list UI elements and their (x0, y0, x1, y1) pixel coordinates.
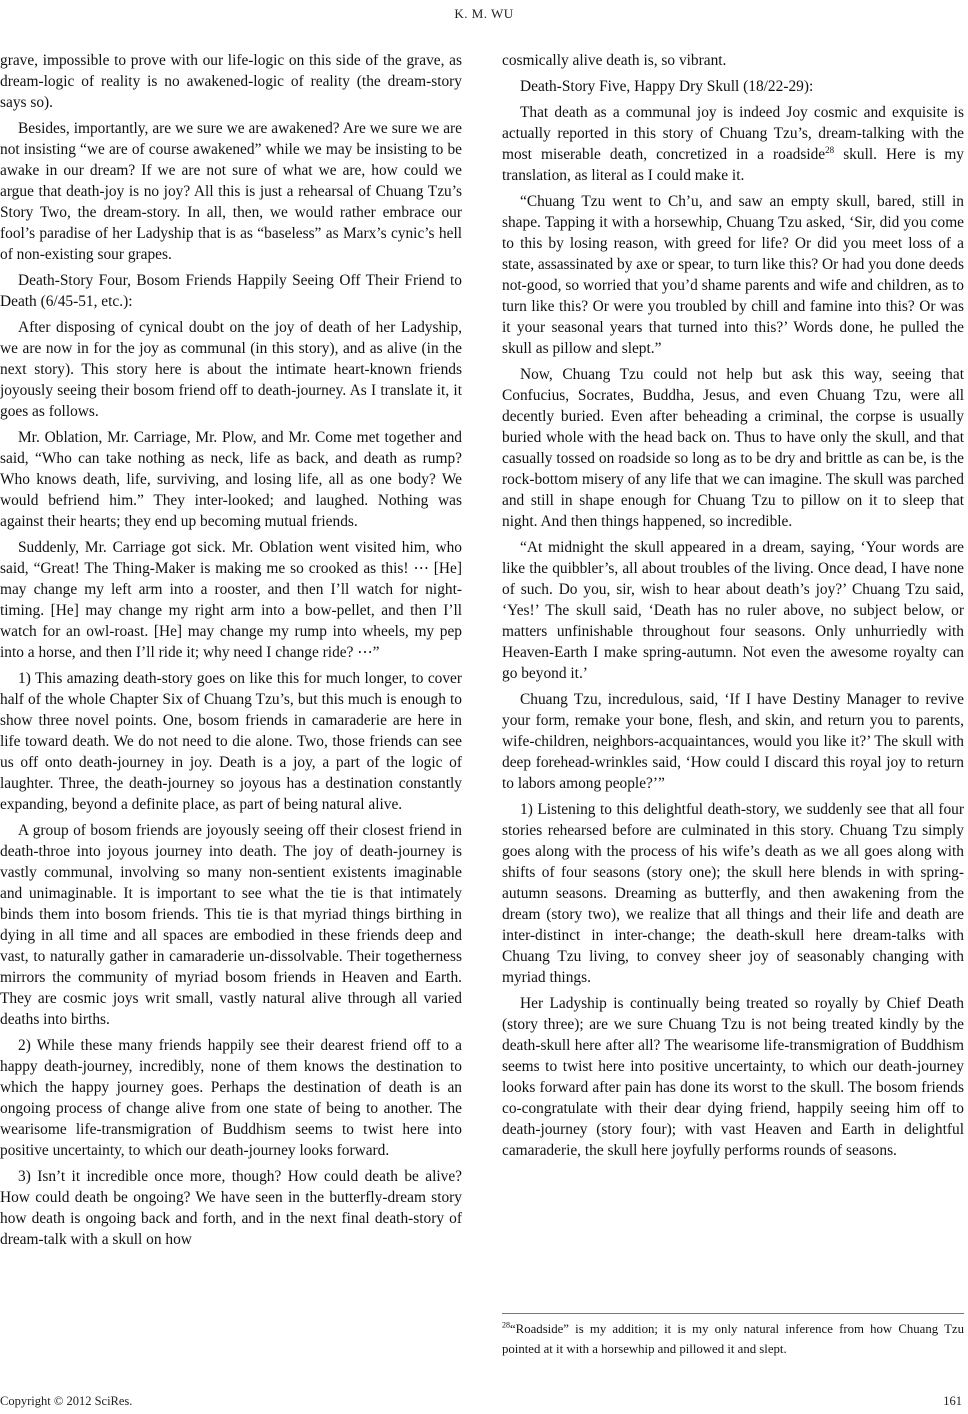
footnote-text: “Roadside” is my addition; it is my only natural inference from how Chuang Tzu pointed at it with a horsewhip and pillowed it and slept. (502, 1322, 964, 1356)
quotation-paragraph: Chuang Tzu, incredulous, said, ‘If I have Destiny Manager to revive your form, remake your bone, flesh, and skin, and return you to parents, wife-children, neighbors-acquaintances, would you like it?’ The skull with deep forehead-wrinkles said, ‘How could I discard this royal joy to return to labors among people?’” (502, 691, 964, 792)
copyright-notice: Copyright © 2012 SciRes. (0, 1394, 133, 1408)
body-paragraph: After disposing of cynical doubt on the joy of death of her Ladyship, we are now in for the joy as communal (in this story), and as alive (in the next story). This story here is about the intimate heart-known friends joyously seeing their bosom friend off to death-journey. As I translate it, it goes as follows. (0, 319, 462, 420)
paragraph-text: skull. Here is my translation, as literal as I could make it. (502, 146, 964, 184)
body-paragraph: 1) Listening to this delightful death-story, we suddenly see that all four stories rehearsed before are culminated in this story. Chuang Tzu simply goes along with the process of his wife’s death as we all goes along with shifts of four seasons (story one); the skull here blends in with spring-autumn seasons. Dreaming as butterfly, and then awakening from the dream (story two), we realize that all things and their life and death are inter-distinct in inter-change; the death-skull here dream-talks with Chuang Tzu living, to convey sheer joy of seasonably changing with myriad things. (502, 801, 964, 986)
quotation-paragraph: “Chuang Tzu went to Ch’u, and saw an empty skull, bared, still in shape. Tapping it with a horsewhip, Chuang Tzu asked, ‘Sir, did you come to this by losing reason, with greed for life? Or did you meet loss of a state, assassinated by axe or spear, to turn like this? Or had you done deeds not-good, so worried that you’d shame parents and wife and children, as to turn like this? Or were you troubled by chill and famine into this? Or was it your seasonal years that turned into this?’ Words done, he pulled the skull as pillow and slept.” (502, 193, 964, 357)
body-paragraph: A group of bosom friends are joyously seeing off their closest friend in death-throe into joyous journey into death. The joy of death-journey is vastly communal, involving so many non-sentient existents imaginable and unimaginable. It is important to see what the tie is that intimately binds them into bosom friends. This tie is that myriad things birthing in dying in all time and all spaces are embodied in these friends deep and vast, to naturally gather in camaraderie un-dissolvable. Their togetherness mirrors the community of myriad bosom friends in Heaven and Earth. They are cosmic joys writ small, vastly natural alive through all varied deaths into births. (0, 822, 462, 1028)
footnote-divider (502, 1313, 964, 1314)
body-paragraph: Besides, importantly, are we sure we are awakened? Are we sure we are not insisting “we are of course awakened” while we may be insisting to be awake in our dream? If we are not sure of what we are, how could we argue that death-joy is no joy? All this is just a rehearsal of Chuang Tzu’s Story Two, the dream-story. In all, then, we would rather embrace our fool’s paradise of her Ladyship that is as “baseless” as Marx’s cynic’s hell of non-existing sour grapes. (0, 120, 462, 263)
left-column (0, 50, 462, 1255)
body-paragraph: 1) This amazing death-story goes on like this for much longer, to cover half of the whole Chapter Six of Chuang Tzu’s, but this much is enough to show three novel points. One, bosom friends in camaraderie are here in life toward death. We do not need to die alone. Two, those friends can see us off onto death-journey in joy. Death is a joy, a part of the logic of laughter. Three, the death-journey so joyous has a destination constantly expanding, beyond a definite place, as part of being natural alive. (0, 670, 462, 813)
page-number: 161 (943, 1394, 962, 1408)
body-paragraph: 3) Isn’t it incredible once more, though? How could death be alive? How could death be ongoing? We have seen in the butterfly-dream story how death is ongoing back and forth, and in the next final death-story of dream-talk with a skull on how (0, 1168, 462, 1248)
body-paragraph: Her Ladyship is continually being treated so royally by Chief Death (story three); are we sure Chuang Tzu is not being treated kindly by the death-skull here after all? The wearisome life-transmigration of Buddhism seems to twist here into positive uncertainty, to which our death-journey looks forward after pain has done its worst to the skull. The bosom friends co-congratulate with their dear dying friend, happily seeing him off to death-journey (story four); with vast Heaven and Earth in delightful camaraderie, the skull here joyfully performs rounds of seasons. (502, 995, 964, 1159)
body-paragraph: grave, impossible to prove with our life-logic on this side of the grave, as dream-logic of reality is no awakened-logic of reality (the dream-story says so). (0, 52, 462, 111)
footnote-marker: 28 (825, 144, 835, 155)
paragraph-text: That death as a communal joy is indeed Joy cosmic and exquisite is actually reported in this story of Chuang Tzu’s, dream-talking with the most miserable death, concretized in a roadside (502, 104, 964, 163)
quotation-paragraph: “At midnight the skull appeared in a dream, saying, ‘Your words are like the quibbler’s, all about troubles of the living. Once dead, I have none of such. Do you, sir, wish to hear about death’s joy?’ Chuang Tzu said, ‘Yes!’ The skull said, ‘Death has no ruler above, no subject below, or matters unfinishable throughout four seasons. Only unhurriedly with Heaven-Earth I make spring-autumn. Not even the awesome royalty can go beyond it.’ (502, 539, 964, 682)
section-heading: Death-Story Five, Happy Dry Skull (18/22-29): (520, 78, 814, 95)
body-paragraph: Mr. Oblation, Mr. Carriage, Mr. Plow, and Mr. Come met together and said, “Who can take nothing as neck, life as back, and death as rump? Who knows death, life, surviving, and losing life, all as one body? We would befriend him.” They inter-looked; and laughed. Nothing was against their hearts; they end up becoming mutual friends. (0, 429, 462, 530)
footnote (502, 1319, 964, 1359)
body-paragraph: 2) While these many friends happily see their dearest friend off to a happy death-journey, incredibly, none of them knows the destination to which the happy journey goes. Perhaps the destination of death is an ongoing process of change alive from one state of being to another. The wearisome life-transmigration of Buddhism seems to twist here into positive uncertainty, to which our death-journey looks forward. (0, 1037, 462, 1159)
body-paragraph: cosmically alive death is, so vibrant. (502, 52, 727, 69)
body-paragraph: Now, Chuang Tzu could not help but ask this way, seeing that Confucius, Socrates, Buddha, Jesus, and even Chuang Tzu, were all decently buried. Even after beheading a criminal, the corpse is usually buried whole with the head back on. Thus to have only the skull, and that casually tossed on roadside so long as to be dry and brittle as can be, is the rock-bottom misery of any life that we can imagine. The skull was parched and still in shape enough for Chuang Tzu to pillow on it to sleep that night. And then things happened, so incredible. (502, 366, 964, 530)
section-heading: Death-Story Four, Bosom Friends Happily Seeing Off Their Friend to Death (6/45-51, etc.): (0, 272, 462, 310)
right-column (502, 50, 964, 1166)
body-paragraph: Suddenly, Mr. Carriage got sick. Mr. Oblation went visited him, who said, “Great! The Thing-Maker is making me so crooked as this! ⋯ [He] may change my left arm into a rooster, and then I’ll watch for night-timing. [He] may change my right arm into a bow-pellet, and then I’ll watch for an owl-roast. [He] may change my rump into wheels, my pep into a horse, and then I’ll ride it; why need I change ride? ⋯” (0, 539, 462, 661)
running-head: K. M. WU (454, 6, 514, 21)
footnote-number: 28 (502, 1320, 510, 1330)
body-paragraph (502, 102, 964, 186)
